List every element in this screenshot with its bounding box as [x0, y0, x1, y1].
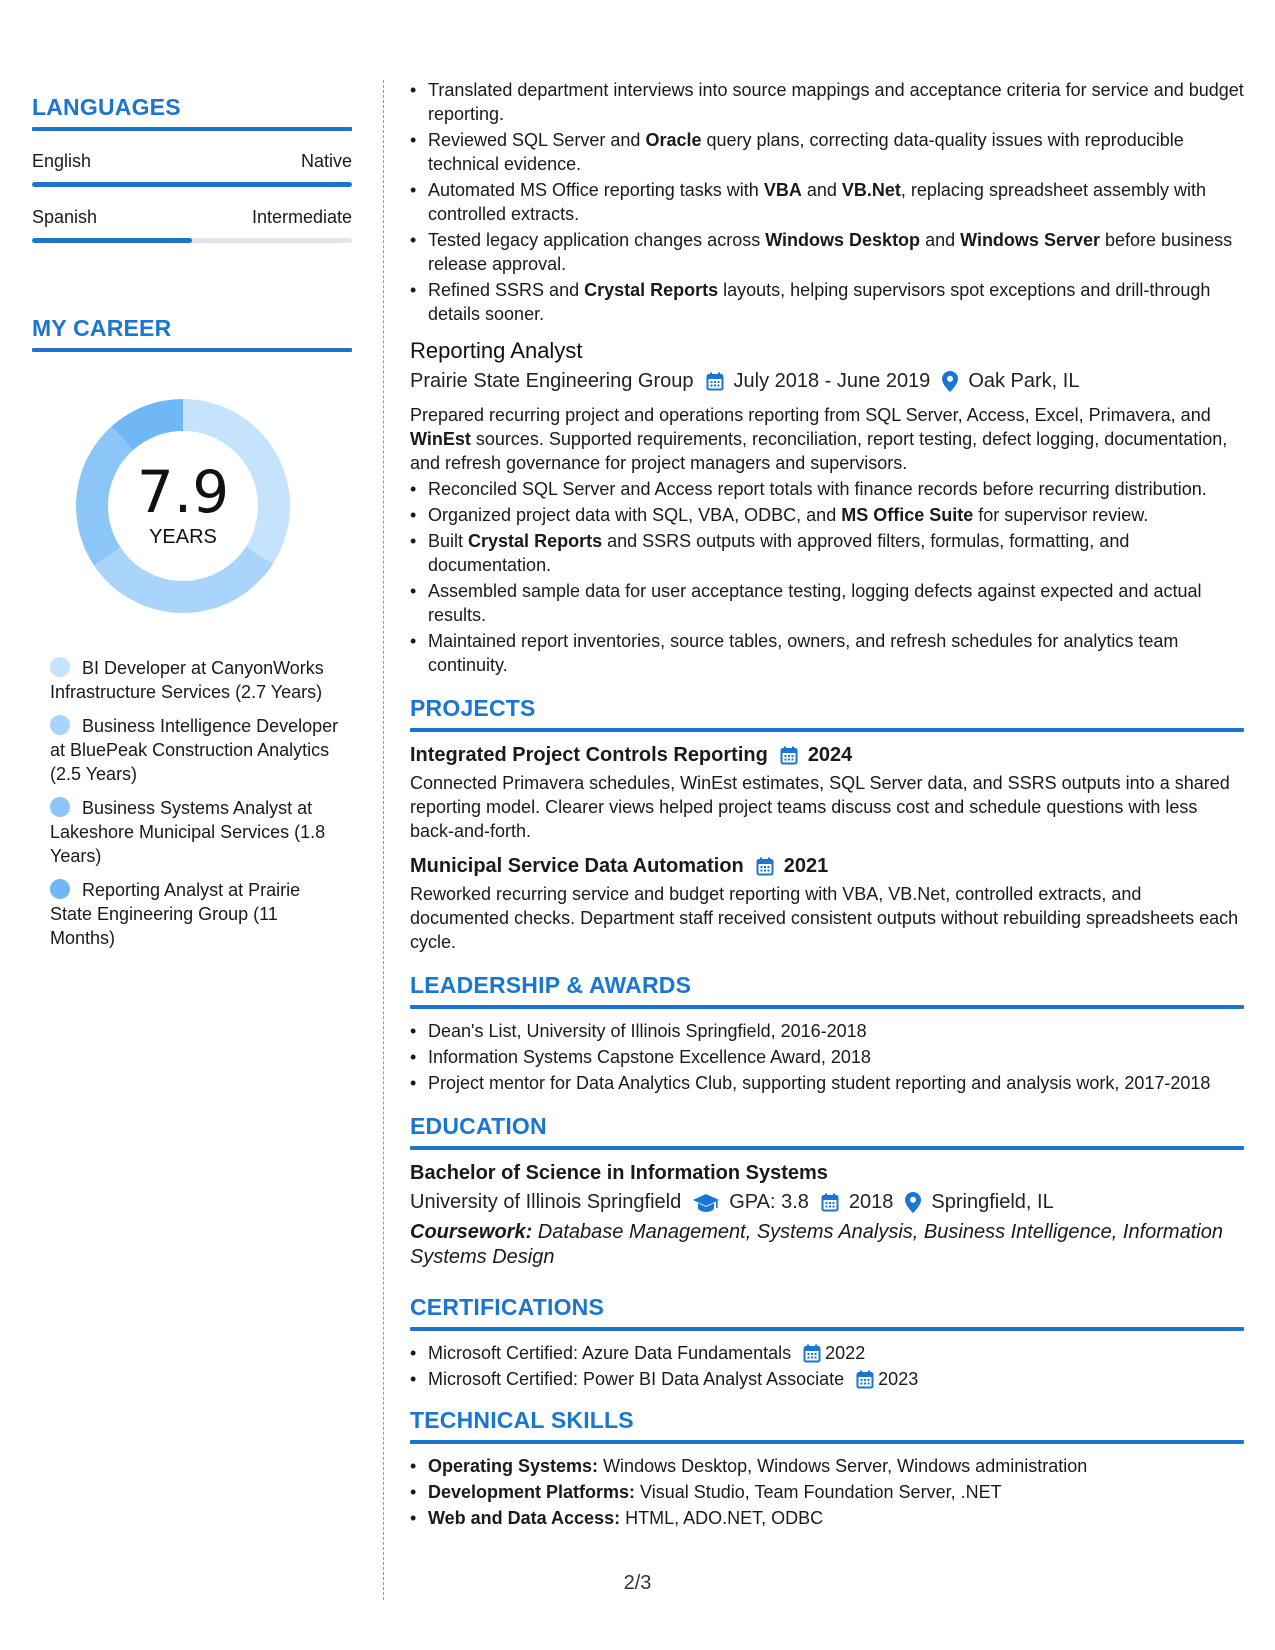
skills-title: TECHNICAL SKILLS: [410, 1407, 634, 1433]
skill-label: Web and Data Access:: [428, 1508, 621, 1528]
text: Prepared recurring project and operations reporting from SQL Server, Access, Excel, Primavera, and: [410, 405, 1211, 425]
bold-text: Crystal Reports: [468, 531, 603, 551]
legend-item: [50, 796, 340, 868]
skill-value: HTML, ADO.NET, ODBC: [620, 1508, 824, 1528]
legend-item: [50, 714, 340, 786]
prior-job-bullets: [410, 78, 1244, 326]
language-name: English: [32, 151, 92, 171]
skill-label: Development Platforms:: [428, 1482, 636, 1502]
projects-section: [410, 695, 1244, 954]
legend-dot: [50, 657, 70, 677]
job-entry: [410, 338, 1244, 677]
career-title: MY CAREER: [32, 315, 172, 341]
column-divider: [383, 80, 384, 1600]
bold-text: Oracle: [645, 130, 702, 150]
text: for supervisor review.: [973, 505, 1149, 525]
project-year: 2024: [807, 744, 853, 766]
education-location: Springfield, IL: [931, 1191, 1054, 1213]
location-pin-icon: [905, 1192, 921, 1213]
leadership-list: [410, 1019, 1244, 1095]
project-list: [410, 744, 1244, 954]
bullet-item: [428, 477, 1244, 501]
sidebar: [32, 70, 352, 960]
page-number: 2/3: [623, 1572, 652, 1594]
award-item: • Dean's List, University of Illinois Springfield, 2016-2018: [428, 1019, 1244, 1043]
calendar-icon: [856, 1370, 874, 1389]
job-summary: [410, 403, 1244, 475]
education-section: [410, 1113, 1244, 1270]
school-name: University of Illinois Springfield: [410, 1191, 682, 1213]
text: Maintained report inventories, source tables, owners, and refresh schedules for analytics team continuity.: [428, 631, 1179, 675]
education-meta: [410, 1191, 1244, 1214]
certification-row: [428, 1341, 865, 1365]
certification-year: 2022: [825, 1343, 866, 1363]
certifications-section: [410, 1294, 1244, 1391]
languages-section: [32, 94, 352, 243]
bold-text: VBA: [763, 180, 802, 200]
skill-value: Windows Desktop, Windows Server, Windows administration: [598, 1456, 1088, 1476]
career-total-years: 7.9: [136, 457, 230, 526]
legend-label: Reporting Analyst at Prairie State Engineering Group (11 Months): [50, 880, 301, 948]
language-name: Spanish: [32, 207, 98, 227]
certification-list: [410, 1341, 1244, 1391]
leadership-title: LEADERSHIP & AWARDS: [410, 972, 692, 998]
text: and: [920, 230, 961, 250]
bold-text: MS Office Suite: [841, 505, 974, 525]
bullet-item: [428, 78, 1244, 126]
calendar-icon: [756, 857, 774, 876]
certification-item: [428, 1367, 1244, 1391]
skill-value: Visual Studio, Team Foundation Server, .NET: [635, 1482, 1002, 1502]
leadership-section: [410, 972, 1244, 1095]
coursework-label: Coursework:: [410, 1221, 533, 1243]
language-level-bar: [32, 182, 352, 187]
main-column: [410, 78, 1244, 1532]
education-title: EDUCATION: [410, 1113, 547, 1139]
skill-item: [428, 1454, 1244, 1478]
bullet-item: [428, 228, 1244, 276]
bullet-item: [428, 629, 1244, 677]
project-name: Integrated Project Controls Reporting: [410, 744, 768, 766]
certification-row: [428, 1367, 918, 1391]
job-dates: July 2018 - June 2019: [733, 370, 931, 392]
bullet-item: [428, 278, 1244, 326]
degree-title: Bachelor of Science in Information Systems: [410, 1162, 828, 1184]
skills-section: [410, 1407, 1244, 1530]
certification-name: • Microsoft Certified: Power BI Data Analyst Associate: [428, 1369, 845, 1389]
bullet-item: [428, 503, 1244, 527]
legend-label: Business Systems Analyst at Lakeshore Municipal Services (1.8 Years): [50, 798, 326, 866]
bold-text: VB.Net: [841, 180, 901, 200]
certifications-rule: [410, 1327, 1244, 1331]
languages-title: LANGUAGES: [32, 94, 181, 120]
job-meta: [410, 370, 1244, 393]
calendar-icon: [706, 372, 724, 391]
education-rule: [410, 1146, 1244, 1150]
calendar-icon: [821, 1193, 839, 1212]
career-years-unit: YEARS: [149, 525, 217, 548]
project-title: [410, 855, 1244, 878]
projects-rule: [410, 728, 1244, 732]
legend-dot: [50, 879, 70, 899]
career-section: [32, 315, 352, 950]
graduation-cap-icon: [693, 1194, 719, 1212]
calendar-icon: [780, 746, 798, 765]
text: Built: [428, 531, 469, 551]
text: query plans, correcting data-quality issues with reproducible technical evidence.: [428, 130, 1184, 174]
coursework: [410, 1220, 1244, 1270]
text: and: [801, 180, 842, 200]
bullet-item: [428, 529, 1244, 577]
language-row: [32, 207, 352, 228]
certification-item: [428, 1341, 1244, 1365]
job-location: Oak Park, IL: [968, 370, 1080, 392]
calendar-icon: [803, 1344, 821, 1363]
language-level: Intermediate: [251, 207, 352, 227]
text: Organized project data with SQL, VBA, ODBC, and: [428, 505, 842, 525]
job-title: Reporting Analyst: [410, 338, 583, 363]
text: Automated MS Office reporting tasks with: [428, 180, 764, 200]
legend-item: [50, 878, 340, 950]
text: Reconciled SQL Server and Access report totals with finance records before recurring distribution.: [428, 479, 1207, 499]
career-rule: [32, 348, 352, 352]
project-year: 2021: [783, 855, 829, 877]
career-legend: [50, 656, 340, 950]
skills-rule: [410, 1440, 1244, 1444]
award-item: • Project mentor for Data Analytics Club, supporting student reporting and analysis work, 2017-2018: [428, 1071, 1244, 1095]
coursework-list: Database Management, Systems Analysis, Business Intelligence, Information Systems Design: [410, 1221, 1223, 1268]
text: sources. Supported requirements, reconciliation, report testing, defect logging, documentation, and refresh governance for project managers and supervisors.: [410, 429, 1228, 473]
certification-name: • Microsoft Certified: Azure Data Fundamentals: [428, 1343, 792, 1363]
bold-text: Windows Server: [960, 230, 1100, 250]
language-row: [32, 151, 352, 172]
languages-rule: [32, 127, 352, 131]
award-item: • Information Systems Capstone Excellence Award, 2018: [428, 1045, 1244, 1069]
language-level: Native: [300, 151, 352, 171]
text: Assembled sample data for user acceptance testing, logging defects against expected and actual results.: [428, 581, 1202, 625]
bold-text: Crystal Reports: [584, 280, 719, 300]
text: Tested legacy application changes across: [428, 230, 766, 250]
skill-label: Operating Systems:: [428, 1456, 599, 1476]
legend-dot: [50, 715, 70, 735]
skill-item: [428, 1480, 1244, 1504]
certifications-title: CERTIFICATIONS: [410, 1294, 605, 1320]
bold-text: WinEst: [410, 429, 471, 449]
bold-text: Windows Desktop: [765, 230, 921, 250]
skill-item: [428, 1506, 1244, 1530]
location-pin-icon: [942, 371, 958, 392]
text: before business release approval.: [428, 230, 1233, 274]
legend-item: [50, 656, 340, 704]
text: Reviewed SQL Server and: [428, 130, 646, 150]
legend-label: BI Developer at CanyonWorks Infrastructure Services (2.7 Years): [50, 658, 324, 702]
project-description: Connected Primavera schedules, WinEst estimates, SQL Server data, and SSRS outputs into a shared reporting model. Clearer views helped project teams discuss cost and schedule questions with less back-and-forth.: [410, 773, 1230, 841]
gpa: GPA: 3.8: [729, 1191, 809, 1213]
language-level-fill: [32, 182, 352, 187]
donut-center: [63, 386, 303, 626]
language-level-fill: [32, 238, 192, 243]
text: Refined SSRS and: [428, 280, 585, 300]
bullet-item: [428, 178, 1244, 226]
language-list: [32, 151, 352, 243]
project-description: Reworked recurring service and budget reporting with VBA, VB.Net, controlled extracts, and documented checks. Department staff received consistent outputs without rebuilding spreadsheets each cycle.: [410, 884, 1239, 952]
certification-year: 2023: [878, 1369, 919, 1389]
text: and SSRS outputs with approved filters, formulas, formatting, and documentation.: [428, 531, 1130, 575]
job-bullets: [410, 477, 1244, 677]
legend-dot: [50, 797, 70, 817]
legend-label: Business Intelligence Developer at BluePeak Construction Analytics (2.5 Years): [50, 716, 339, 784]
bullet-item: [428, 128, 1244, 176]
career-donut-chart: [63, 386, 303, 626]
skills-list: [410, 1454, 1244, 1530]
bullet-item: [428, 579, 1244, 627]
project-name: Municipal Service Data Automation: [410, 855, 744, 877]
project-title: [410, 744, 1244, 767]
text: , replacing spreadsheet assembly with controlled extracts.: [428, 180, 1207, 224]
language-level-bar: [32, 238, 352, 243]
text: Translated department interviews into source mappings and acceptance criteria for service and budget reporting.: [428, 80, 1244, 124]
text: layouts, helping supervisors spot exceptions and drill-through details sooner.: [428, 280, 1211, 324]
job-company: Prairie State Engineering Group: [410, 370, 694, 392]
projects-title: PROJECTS: [410, 695, 536, 721]
leadership-rule: [410, 1005, 1244, 1009]
graduation-year: 2018: [848, 1191, 894, 1213]
